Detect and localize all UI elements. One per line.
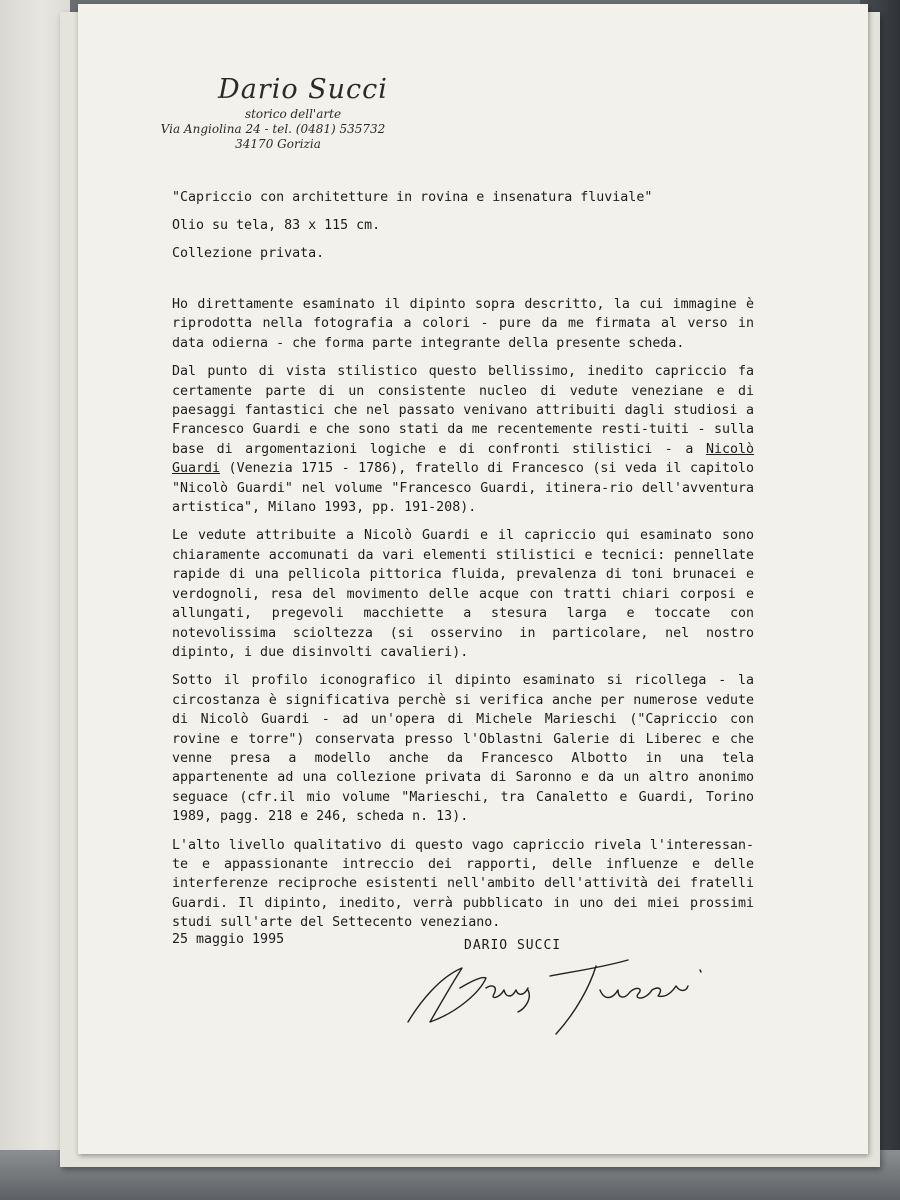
artwork-medium: Olio su tela, 83 x 115 cm. xyxy=(172,218,381,233)
letterhead xyxy=(138,74,408,151)
letterhead-city: 34170 Gorizia xyxy=(235,137,321,151)
body-text xyxy=(172,295,754,942)
paragraph-2 xyxy=(172,362,754,517)
paragraph-5: L'alto livello qualitativo di questo vago capriccio rivela l'interessan-te e appassionante intreccio dei rapporti, delle influenze e delle interferenze reciproche esistenti nell'ambito dell'attività dei fratelli Guardi. Il dipinto, inedito, verrà pubblicato in uno dei miei prossimi studi sull'arte del Settecento veneziano. xyxy=(172,837,754,931)
handwritten-signature xyxy=(400,942,760,1042)
letterhead-name: Dario Succi xyxy=(218,74,388,105)
paragraph-4: Sotto il profilo iconografico il dipinto esaminato si ricollega - la circostanza è significativa perchè si verifica anche per numerose vedute di Nicolò Guardi - ad un'opera di Michele Marieschi ("Capriccio con rovine e torre") conservata presso l'Oblastni Galerie di Liberec e che venne presa a modello anche da Francesco Albotto in una tela appartenente ad una collezione privata di Saronno e da un altro anonimo seguace (cfr.il mio volume "Marieschi, tra Canaletto e Guardi, Torino 1989, pagg. 218 e 246, scheda n. 13). xyxy=(172,673,754,825)
paragraph-2-end: (Venezia 1715 - 1786), fratello di Francesco (si veda il capitolo "Nicolò Guardi" nel volume "Francesco Guardi, itinera-rio dell'avventura artistica", Milano 1993, pp. 191-208). xyxy=(172,461,754,516)
paragraph-2-start: Dal punto di vista stilistico questo bellissimo, inedito capriccio fa certamente parte di un consistente nucleo di vedute veneziane e di paesaggi fantastici che nel passato venivano attribuiti dagli studiosi a Francesco Guardi e che sono stati da me recentemente resti-tuiti - sulla base di argomentazioni logiche e di confronti stilistici - a xyxy=(172,364,754,457)
artwork-title: "Capriccio con architetture in rovina e insenatura fluviale" xyxy=(172,190,653,205)
artwork-collection: Collezione privata. xyxy=(172,246,325,261)
paragraph-1: Ho direttamente esaminato il dipinto sopra descritto, la cui immagine è riprodotta nella fotografia a colori - pure da me firmata al verso in data odierna - che forma parte integrante della presente scheda. xyxy=(172,297,754,351)
signatory-name: DARIO SUCCI xyxy=(464,938,562,953)
letterhead-role: storico dell'arte xyxy=(244,107,342,121)
document-page xyxy=(78,4,868,1154)
letterhead-address: Via Angiolina 24 - tel. (0481) 535732 xyxy=(160,122,386,136)
document-date: 25 maggio 1995 xyxy=(172,932,285,947)
artist-name: Nicolò Guardi xyxy=(172,441,754,477)
paragraph-3: Le vedute attribuite a Nicolò Guardi e il capriccio qui esaminato sono chiaramente accomunati da vari elementi stilistici e tecnici: pennellate rapide di una pellicola pittorica fluida, prevalenza di toni brunacei e verdognoli, resa del movimento delle acque con tratti chiari corposi e allungati, pregevoli macchiette a stesura larga e toccate con notevolissima scioltezza (si osservino in particolare, nel nostro dipinto, i due disinvolti cavalieri). xyxy=(172,528,754,660)
